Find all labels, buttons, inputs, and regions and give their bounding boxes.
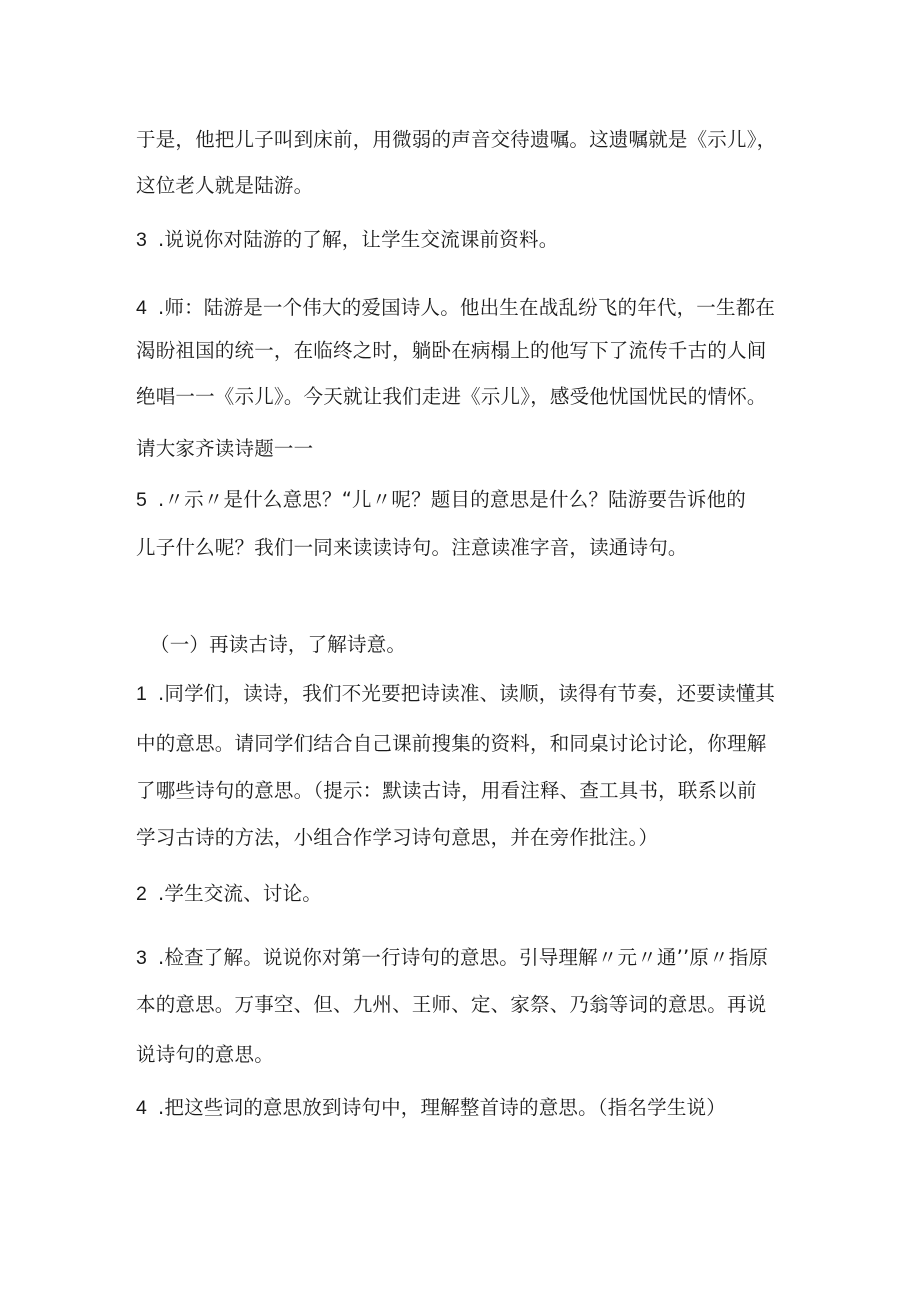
list-item-5 (136, 490, 796, 511)
item-text: 检查了解。说说你对第一行诗句的意思。引导理解〃元〃通’’原〃指原 (164, 946, 769, 969)
text-line-12: 中的意思。请同学们结合自己课前搜集的资料，和同桌讨论讨论，你理解 (136, 732, 767, 755)
item-dot: . (158, 488, 165, 511)
item-dot: . (158, 296, 165, 319)
item-text: 说说你对陆游的了解，让学生交流课前资料。 (164, 228, 559, 251)
item-number: 2 (136, 883, 148, 905)
text-line-5: 渴盼祖国的统一，在临终之时，躺卧在病榻上的他写下了流传千古的人间 (136, 339, 767, 362)
list-item-3 (136, 230, 796, 251)
item-number: 1 (136, 683, 148, 705)
item-text: 〃示〃是什么意思？“儿〃呢？题目的意思是什么？陆游要告诉他的 (164, 488, 747, 511)
list-item-3b (136, 948, 796, 969)
list-item-4b (136, 1098, 796, 1119)
text-line-14: 学习古诗的方法，小组合作学习诗句意思，并在旁作批注。） (136, 826, 659, 849)
section-heading: （一）再读古诗，了解诗意。 (150, 633, 407, 656)
item-text: 师：陆游是一个伟大的爱国诗人。他出生在战乱纷飞的年代，一生都在 (164, 296, 776, 319)
item-dot: . (158, 882, 165, 905)
item-number: 3 (136, 229, 148, 251)
item-number: 3 (136, 947, 148, 969)
item-text: 同学们，读诗，我们不光要把诗读准、读顺，读得有节奏，还要读懂其 (164, 682, 776, 705)
text-line-13: 了哪些诗句的意思。（提示：默读古诗，用看注释、查工具书，联系以前 (136, 779, 757, 802)
item-dot: . (158, 228, 165, 251)
text-line-1: 于是，他把儿子叫到床前，用微弱的声音交待遗嘱。这遗嘱就是《示儿》， (136, 128, 777, 151)
item-dot: . (158, 1096, 165, 1119)
list-item-1 (136, 684, 796, 705)
text-line-9: 儿子什么呢？我们一同来读读诗句。注意读准字音，读通诗句。 (136, 536, 688, 559)
list-item-4 (136, 298, 796, 319)
text-line-6: 绝唱一一《示儿》。今天就让我们走进《示儿》，感受他忧国忧民的情怀。 (136, 385, 767, 408)
item-number: 4 (136, 1097, 148, 1119)
item-number: 4 (136, 297, 148, 319)
text-line-18: 说诗句的意思。 (136, 1043, 274, 1066)
text-line-7: 请大家齐读诗题一一 (136, 437, 314, 460)
text-line-2: 这位老人就是陆游。 (136, 174, 314, 197)
item-number: 5 (136, 489, 148, 511)
item-text: 把这些词的意思放到诗句中，理解整首诗的意思。（指名学生说） (164, 1096, 726, 1119)
item-dot: . (158, 682, 165, 705)
item-text: 学生交流、讨论。 (164, 882, 323, 905)
item-dot: . (158, 946, 165, 969)
text-line-17: 本的意思。万事空、但、九州、王师、定、家祭、乃翁等词的意思。再说 (136, 993, 767, 1016)
list-item-2 (136, 884, 796, 905)
